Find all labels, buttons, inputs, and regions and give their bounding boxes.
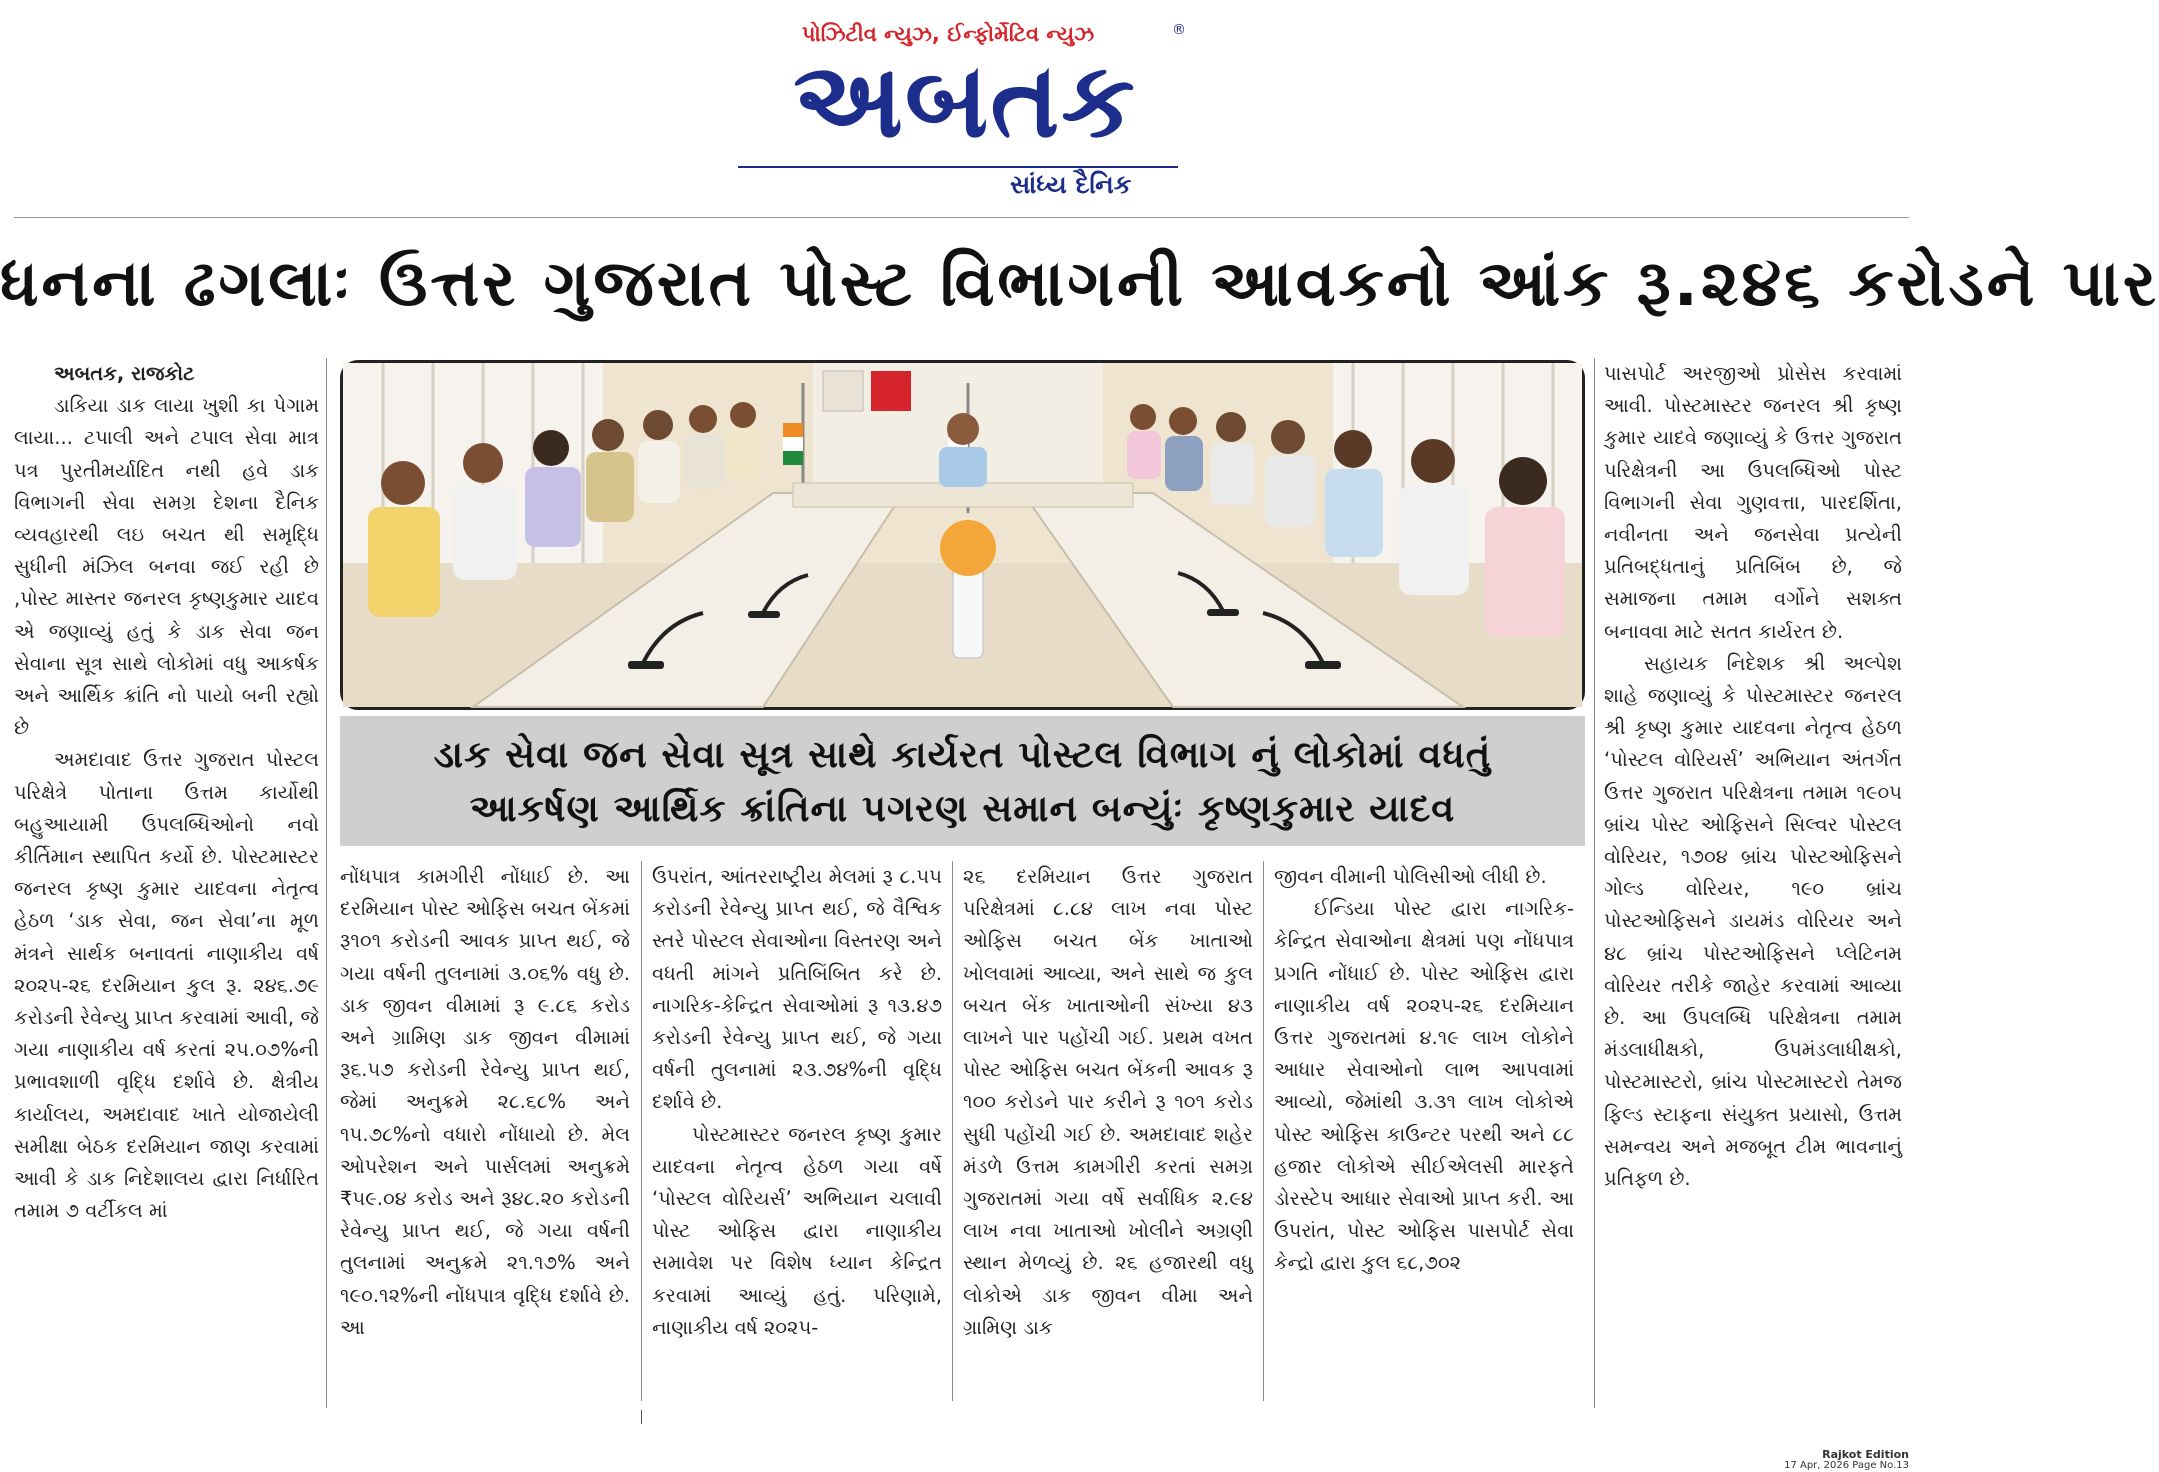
masthead <box>0 0 1923 215</box>
article-paragraph: પોસ્ટમાસ્ટર જનરલ કૃષ્ણ કુમાર યાદવના નેતૃત્વ હેઠળ ગયા વર્ષે ‘પોસ્ટલ વોરિયર્સ’ અભિયાન ચલાવી પોસ્ટ ઓફિસ દ્વારા નાણાકીય સમાવેશ પર વિશેષ ધ્યાન કેન્દ્રિત કરવામાં આવ્યું હતું. પરિણામે, નાણાકીય વર્ષ ૨૦૨૫- <box>652 1122 942 1339</box>
bottom-tick-mark <box>641 1410 642 1424</box>
article-column-1 <box>14 358 319 1398</box>
meeting-photo <box>340 360 1585 710</box>
sub-headline-line-1: ડાક સેવા જન સેવા સૂત્ર સાથે કાર્યરત પોસ્ટલ વિભાગ નું લોકોમાં વધતું <box>433 733 1492 776</box>
article-paragraph: ઉપરાંત, આંતરરાષ્ટ્રીય મેલમાં રૂ ૮.૫૫ કરોડની રેવેન્યુ પ્રાપ્ત થઈ, જે વૈશ્વિક સ્તરે પોસ્ટલ સેવાઓના વિસ્તરણ અને વધતી માંગને પ્રતિબિંબિત કરે છે. નાગરિક-કેન્દ્રિત સેવાઓમાં રૂ ૧૩.૪૭ કરોડની રેવેન્યુ પ્રાપ્ત થઈ, જે ગયા વર્ષની તુલનામાં ૨૩.૭૪%ની વૃદ્ધિ દર્શાવે છે. <box>652 865 942 1114</box>
article-paragraph: સહાયક નિદેશક શ્રી અલ્પેશ શાહે જણાવ્યું કે પોસ્ટમાસ્ટર જનરલ શ્રી કૃષ્ણ કુમાર યાદવના નેતૃત્વ હેઠળ ‘પોસ્ટલ વોરિયર્સ’ અભિયાન અંતર્ગત ઉત્તર ગુજરાત પરિક્ષેત્રના તમામ ૧૯૦૫ બ્રાંચ પોસ્ટ ઓફિસને સિલ્વર પોસ્ટલ વોરિયર, ૧૭૦૪ બ્રાંચ પોસ્ટઓફિસને ગોલ્ડ વોરિયર, ૧૯૦ બ્રાંચ પોસ્ટઓફિસને ડાયમંડ વોરિયર અને ૪૮ બ્રાંચ પોસ્ટઓફિસને પ્લેટિનમ વોરિયર તરીકે જાહેર કરવામાં આવ્યા છે. આ ઉપલબ્ધિ પરિક્ષેત્રના તમામ મંડલાધીક્ષકો, ઉપમંડલાધીક્ષકો, પોસ્ટમાસ્ટરો, બ્રાંચ પોસ્ટમાસ્ટરો તેમજ ફિલ્ડ સ્ટાફના સંયુક્ત પ્રયાસો, ઉત્તમ સમન્વય અને મજબૂત ટીમ ભાવનાનું પ્રતિફળ છે. <box>1604 651 1902 1191</box>
article-column-4 <box>963 861 1253 1401</box>
column-divider <box>1594 358 1595 1408</box>
article-paragraph: જીવન વીમાની પોલિસીઓ લીધી છે. <box>1274 865 1547 888</box>
logo-underline <box>738 166 1178 168</box>
edition-label: સાંધ્ય દૈનિક <box>1010 170 1132 199</box>
article-column-3 <box>652 861 942 1401</box>
article-column-5 <box>1274 861 1574 1401</box>
masthead-divider <box>14 217 1909 218</box>
column-divider <box>1263 861 1264 1401</box>
sub-headline-line-2: આકર્ષણ આર્થિક ક્રાંતિના પગરણ સમાન બન્યુંઃ કૃષ્ણકુમાર યાદવ <box>469 787 1456 830</box>
column-divider <box>641 861 642 1401</box>
article-paragraph: ૨૬ દરમિયાન ઉત્તર ગુજરાત પરિક્ષેત્રમાં ૮.૮૪ લાખ નવા પોસ્ટ ઓફિસ બચત બેંક ખાતાઓ ખોલવામાં આવ્યા, અને સાથે જ કુલ બચત બેંક ખાતાઓની સંખ્યા ૪૩ લાખને પાર પહોંચી ગઈ. પ્રથમ વખત પોસ્ટ ઓફિસ બચત બેંકની આવક રૂ ૧૦૦ કરોડને પાર કરીને રૂ ૧૦૧ કરોડ સુધી પહોંચી ગઈ છે. અમદાવાદ શહેર મંડળે ઉત્તમ કામગીરી કરતાં સમગ્ર ગુજરાતમાં ગયા વર્ષે સર્વાધિક ૨.૯૪ લાખ નવા ખાતાઓ ખોલીને અગ્રણી સ્થાન મેળવ્યું છે. ૨૬ હજારથી વધુ લોકોએ ડાક જીવન વીમા અને ગ્રામિણ ડાક <box>963 865 1253 1339</box>
footer-edition: Rajkot Edition <box>1822 1448 1909 1461</box>
column-divider <box>952 861 953 1401</box>
page-headline: ધનના ઢગલાઃ ઉત્તર ગુજરાત પોસ્ટ વિભાગની આવકનો આંક રૂ.૨૪૬ કરોડને પાર <box>0 247 2159 321</box>
article-paragraph: અમદાવાદ ઉત્તર ગુજરાત પોસ્ટલ પરિક્ષેત્રે પોતાના ઉત્તમ કાર્યોથી બહુઆયામી ઉપલબ્ધિઓનો નવો કીર્તિમાન સ્થાપિત કર્યો છે. પોસ્ટમાસ્ટર જનરલ કૃષ્ણ કુમાર યાદવના નેતૃત્વ હેઠળ ‘ડાક સેવા, જન સેવા’ના મૂળ મંત્રને સાર્થક બનાવતાં નાણાકીય વર્ષ ૨૦૨૫-૨૬ દરમિયાન કુલ રૂ. ૨૪૬.૭૯ કરોડની રેવેન્યુ પ્રાપ્ત કરવામાં આવી, જે ગયા નાણાકીય વર્ષ કરતાં ૨૫.૦૭%ની પ્રભાવશાળી વૃદ્ધિ દર્શાવે છે. ક્ષેત્રીય કાર્યાલય, અમદાવાદ ખાતે યોજાયેલી સમીક્ષા બેઠક દરમિયાન જાણ કરવામાં આવી કે ડાક નિદેશાલય દ્વારા નિર્ધારિત તમામ ૭ વર્ટીકલ માં <box>14 748 319 1223</box>
meeting-photo-image <box>343 363 1582 707</box>
column-divider <box>326 358 327 1408</box>
masthead-tagline: પોઝિટીવ ન્યુઝ, ઈન્ફોર્મેટિવ ન્યુઝ <box>801 22 1095 46</box>
newspaper-logo: અબતક <box>793 39 1137 161</box>
sub-headline-box <box>340 716 1585 846</box>
registered-mark: ® <box>1172 22 1186 38</box>
article-column-2 <box>340 861 630 1401</box>
article-paragraph: ઈન્ડિયા પોસ્ટ દ્વારા નાગરિક-કેન્દ્રિત સેવાઓના ક્ષેત્રમાં પણ નોંધપાત્ર પ્રગતિ નોંધાઈ છે. પોસ્ટ ઓફિસ દ્વારા નાણાકીય વર્ષ ૨૦૨૫-૨૬ દરમિયાન ઉત્તર ગુજરાતમાં ૪.૧૯ લાખ લોકોને આધાર સેવાઓનો લાભ આપવામાં આવ્યો, જેમાંથી ૩.૩૧ લાખ લોકોએ પોસ્ટ ઓફિસ કાઉન્ટર પરથી અને ૮૮ હજાર લોકોએ સીઈએલસી મારફતે ડોરસ્ટેપ આધાર સેવાઓ પ્રાપ્ત કરી. આ ઉપરાંત, પોસ્ટ ઓફિસ પાસપોર્ટ સેવા કેન્દ્રો દ્વારા કુલ ૬૮,૭૦૨ <box>1274 897 1574 1275</box>
article-paragraph: પાસપોર્ટ અરજીઓ પ્રોસેસ કરવામાં આવી. પોસ્ટમાસ્ટર જનરલ શ્રી કૃષ્ણ કુમાર યાદવે જણાવ્યું કે ઉત્તર ગુજરાત પરિક્ષેત્રની આ ઉપલબ્ધિઓ પોસ્ટ વિભાગની સેવા ગુણવત્તા, પારદર્શિતા, નવીનતા અને જનસેવા પ્રત્યેની પ્રતિબદ્ધતાનું પ્રતિબિંબ છે, જે સમાજના તમામ વર્ગોને સશક્ત બનાવવા માટે સતત કાર્યરત છે. <box>1604 362 1902 643</box>
article-paragraph: ડાકિયા ડાક લાયા ખુશી કા પેગામ લાયા... ટપાલી અને ટપાલ સેવા માત્ર પત્ર પુરતીમર્યાદિત નથી હવે ડાક વિભાગની સેવા સમગ્ર દેશના દૈનિક વ્યવહારથી લઇ બચત થી સમૃદ્ધિ સુધીની મંઝિલ બનવા જઈ રહી છે ,પોસ્ટ માસ્તર જનરલ કૃષ્ણકુમાર યાદવ એ જણાવ્યું હતું કે ડાક સેવા જન સેવાના સૂત્ર સાથે લોકોમાં વધુ આકર્ષક અને આર્થિક ક્રાંતિ નો પાયો બની રહ્યો છે <box>14 394 319 740</box>
article-paragraph: નોંધપાત્ર કામગીરી નોંધાઈ છે. આ દરમિયાન પોસ્ટ ઓફિસ બચત બેંકમાં રૂ૧૦૧ કરોડની આવક પ્રાપ્ત થઈ, જે ગયા વર્ષની તુલનામાં ૩.૦૬% વધુ છે. ડાક જીવન વીમામાં રૂ ૯.૮૬ કરોડ અને ગ્રામિણ ડાક જીવન વીમામાં રૂ૬.૫૭ કરોડની રેવેન્યુ પ્રાપ્ત થઈ, જેમાં અનુક્રમે ૨૮.૬૮% અને ૧૫.૭૮%નો વધારો નોંધાયો છે. મેલ ઓપરેશન અને પાર્સલમાં અનુક્રમે ₹૫૯.૦૪ કરોડ અને રૂ૪૮.૨૦ કરોડની રેવેન્યુ પ્રાપ્ત થઈ, જે ગયા વર્ષની તુલનામાં અનુક્રમે ૨૧.૧૭% અને ૧૯૦.૧૨%ની નોંધપાત્ર વૃદ્ધિ દર્શાવે છે. આ <box>340 865 630 1339</box>
article-dateline: અબતક, રાજકોટ <box>54 362 195 385</box>
footer-date-page: 17 Apr, 2026 Page No.13 <box>1784 1460 1909 1471</box>
article-column-6 <box>1604 358 1902 1408</box>
